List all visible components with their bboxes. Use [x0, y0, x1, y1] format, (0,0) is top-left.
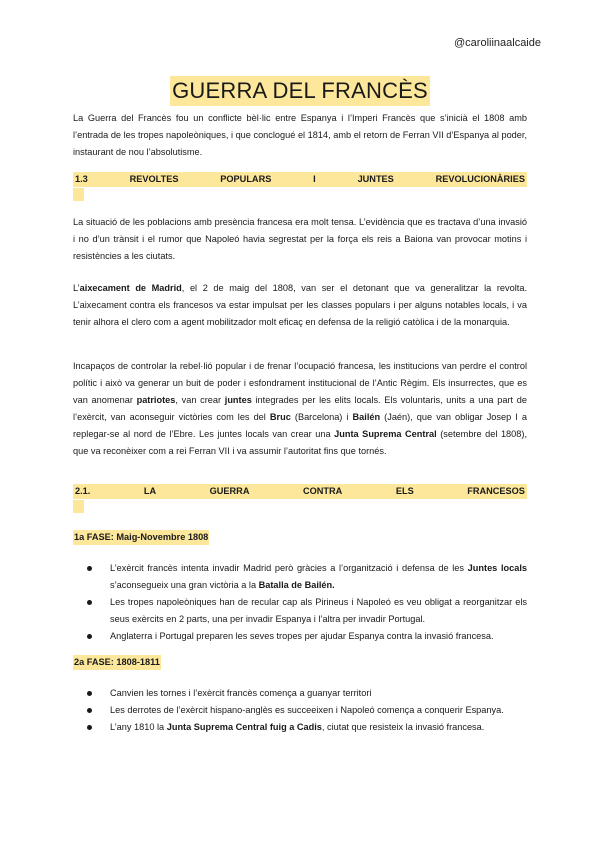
heading-word: ELS — [395, 486, 414, 496]
heading-word: FRANCESOS — [467, 486, 525, 496]
heading-word: 2.1. — [75, 486, 91, 496]
list-item: Canvien les tornes i l’exèrcit francès comença a guanyar territori — [73, 685, 527, 702]
heading-word: GUERRA — [209, 486, 250, 496]
bullet-dot-icon — [87, 634, 92, 639]
author-handle: @caroliinaalcaide — [454, 37, 541, 49]
list-item: Anglaterra i Portugal preparen les seves tropes per ajudar Espanya contra la invasió francesa. — [73, 628, 527, 645]
intro-paragraph: La Guerra del Francès fou un conflicte bèl·lic entre Espanya i l’Imperi Francès que s’inicià el 1808 amb l’entrada de les tropes napoleòniques, i que conclogué el 1814, amb el retorn de Ferran VII d’Espanya al poder, instaurant de nou l’absolutisme. — [73, 113, 527, 157]
heading-word: LA — [143, 486, 157, 496]
heading-word: I — [313, 174, 316, 184]
phase-2-label: 2a FASE: 1808-1811 — [73, 655, 161, 670]
list-item: Les derrotes de l’exèrcit hispano-anglès es succeeixen i Napoleó comença a conquerir Espanya. — [73, 702, 527, 719]
bullet-dot-icon — [87, 566, 92, 571]
highlight-stub — [73, 188, 84, 201]
paragraph-incapacos: Incapaços de controlar la rebel·lió popular i de frenar l’ocupació francesa, les institucions van perdre el control polític i això va generar un buit de poder i esfondrament institucional de l’Antic Règim. Els insurrectes, que es van anomenar patriotes, van crear juntes integrades per les elits locals. Els voluntaris, units a una part de l’exèrcit, van aconseguir victòries com les del Bruc (Barcelona) i Bailén (Jaén), que van obligar Josep I a replegar-se al nord de l’Ebre. Les juntes locals van crear una Junta Suprema Central (setembre del 1808), que va reconèixer com a rei Ferran VII i va assumir l’autoritat fins que tornés. — [73, 361, 527, 456]
bullet-dot-icon — [87, 600, 92, 605]
page-title: GUERRA DEL FRANCÈS — [170, 76, 430, 106]
phase-1-label: 1a FASE: Maig-Novembre 1808 — [73, 530, 209, 545]
paragraph-situacio: La situació de les poblacions amb presència francesa era molt tensa. L’evidència que es tractava d’una invasió i no d’un trànsit i el rumor que Napoleó havia segrestat per la força els reis a Baiona van provocar motins i resistències a les ciutats. — [73, 217, 527, 261]
highlight-stub — [73, 500, 84, 513]
paragraph-aixecament: L’aixecament de Madrid, el 2 de maig del 1808, van ser el detonant que va generalitzar la revolta. L’aixecament contra els francesos va estar impulsat per les classes populars i per alguns notables locals, i va tenir alhora el clero com a agent mobilitzador molt eficaç en defensa de la religió catòlica i de la monarquia. — [73, 283, 527, 327]
section-heading-2-1 — [73, 484, 527, 499]
heading-word: CONTRA — [303, 486, 343, 496]
bullet-dot-icon — [87, 725, 92, 730]
list-item: L’exèrcit francès intenta invadir Madrid però gràcies a l’organització i defensa de les Juntes locals s’aconsegueix una gran victòria a la Batalla de Bailén. — [73, 560, 527, 594]
section-heading-1-3 — [73, 172, 527, 187]
heading-word: POPULARS — [220, 174, 272, 184]
bullet-dot-icon — [87, 708, 92, 713]
heading-word: REVOLTES — [129, 174, 179, 184]
list-item: L’any 1810 la Junta Suprema Central fuig a Cadis, ciutat que resisteix la invasió francesa. — [73, 719, 527, 736]
bullet-dot-icon — [87, 691, 92, 696]
heading-word: REVOLUCIONÀRIES — [435, 174, 525, 184]
phase-2-list — [73, 685, 527, 736]
list-item: Les tropes napoleòniques han de recular cap als Pirineus i Napoleó es veu obligat a reorganitzar els seus exèrcits en 2 parts, una per invadir Espanya i l’altra per invadir Portugal. — [73, 594, 527, 628]
heading-word: JUNTES — [357, 174, 394, 184]
phase-1-list — [73, 560, 527, 645]
heading-word: 1.3 — [75, 174, 88, 184]
